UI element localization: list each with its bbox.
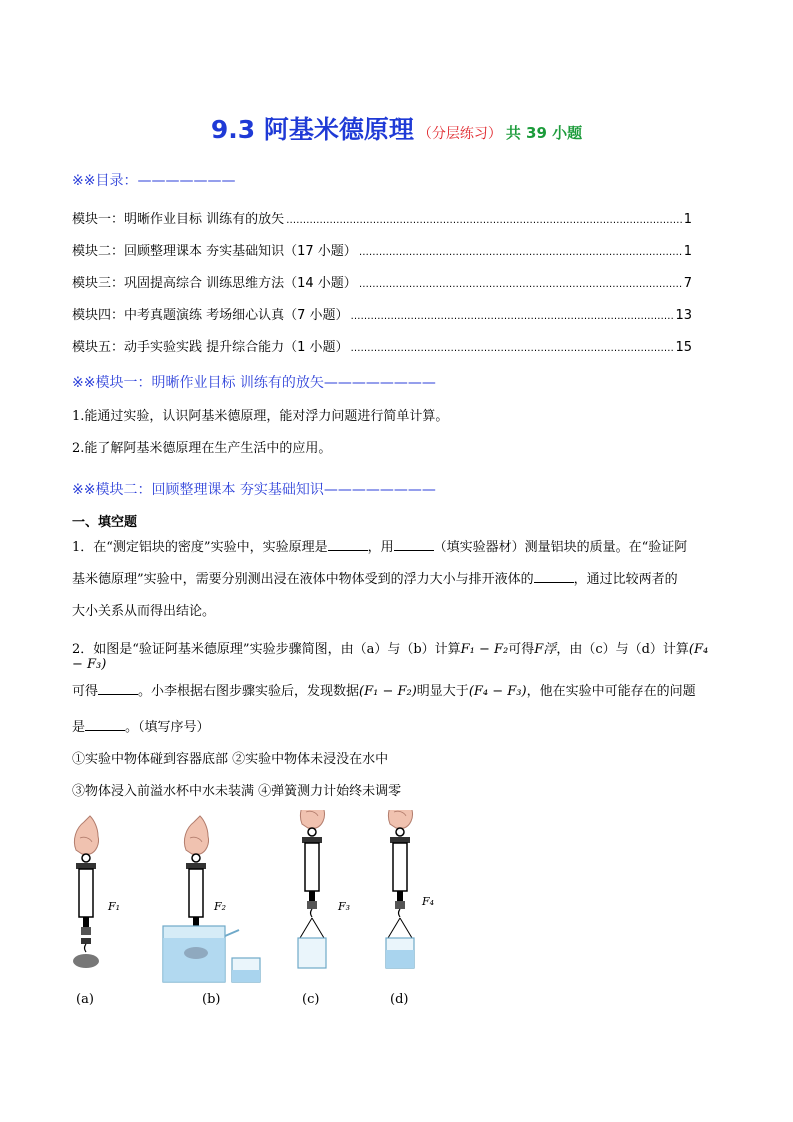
section-label: 一、填空题 bbox=[72, 515, 138, 530]
figure-label-a: (a) bbox=[76, 992, 94, 1007]
answer-blank[interactable] bbox=[328, 536, 368, 551]
setup-c bbox=[298, 810, 350, 1007]
goal-2: 2.能了解阿基米德原理在生产生活中的应用。 bbox=[72, 441, 332, 456]
question-2-options-1: ①实验中物体碰到容器底部 ②实验中物体未浸没在水中 bbox=[72, 752, 389, 767]
toc-item[interactable]: 模块一：明晰作业目标 训练有的放矢 …………………………………………………………………………………………………………………………………………… 1 bbox=[72, 208, 692, 227]
title-sub: （分层练习） bbox=[417, 126, 502, 142]
force-label-f3: F₃ bbox=[338, 900, 351, 913]
experiment-figure bbox=[60, 810, 460, 1015]
figure-label-b: (b) bbox=[202, 992, 221, 1007]
metal-block bbox=[73, 954, 99, 968]
answer-blank[interactable] bbox=[98, 680, 138, 695]
force-label-f2: F₂ bbox=[214, 900, 227, 913]
figure-label-c: (c) bbox=[302, 992, 320, 1007]
figure-label-d: (d) bbox=[390, 992, 409, 1007]
setup-d bbox=[386, 810, 434, 1007]
force-label-f4: F₄ bbox=[422, 895, 435, 908]
module1-heading: ※※模块一：明晰作业目标 训练有的放矢———————— bbox=[72, 375, 436, 391]
module2-heading: ※※模块二：回顾整理课本 夯实基础知识———————— bbox=[72, 482, 436, 498]
title-main: 9.3 阿基米德原理 bbox=[210, 115, 414, 144]
title-count: 共 39 小题 bbox=[505, 124, 583, 142]
toc-item[interactable]: 模块四：中考真题演练 考场细心认真（7 小题） …………………………………………………………………………………………………………………………………………… 13 bbox=[72, 304, 692, 323]
goal-1: 1.能通过实验，认识阿基米德原理，能对浮力问题进行简单计算。 bbox=[72, 409, 449, 424]
question-2-line-1: 2．如图是“验证阿基米德原理”实验步骤简图，由（a）与（b）计算F₁ − F₂可得F浮，由（c）与（d）计算(F₄ − F₃) bbox=[72, 642, 709, 672]
question-1-line-3: 大小关系从而得出结论。 bbox=[72, 604, 216, 619]
force-label-f1: F₁ bbox=[108, 900, 121, 913]
question-2-line-2: 可得 。小李根据右图步骤实验后，发现数据(F₁ − F₂)明显大于(F₄ − F₃)，他在实验中可能存在的问题 bbox=[72, 680, 722, 699]
toc-item[interactable]: 模块二：回顾整理课本 夯实基础知识（17 小题） …………………………………………………………………………………………………………………………………………… 1 bbox=[72, 240, 692, 259]
toc-heading: ※※目录：——————— bbox=[72, 173, 236, 189]
setup-a bbox=[73, 816, 120, 1007]
answer-blank[interactable] bbox=[85, 716, 125, 731]
page-title bbox=[0, 110, 793, 146]
setup-b bbox=[163, 816, 260, 1007]
question-2-line-3: 是 。（填写序号） bbox=[72, 716, 722, 735]
answer-blank[interactable] bbox=[394, 536, 434, 551]
question-2-options-2: ③物体浸入前溢水杯中水未装满 ④弹簧测力计始终未调零 bbox=[72, 784, 402, 799]
question-1-line-2: 基米德原理”实验中，需要分别测出浸在液体中物体受到的浮力大小与排开液体的 ，通过比较两者的 bbox=[72, 568, 722, 587]
toc-item[interactable]: 模块三：巩固提高综合 训练思维方法（14 小题） …………………………………………………………………………………………………………………………………………… 7 bbox=[72, 272, 692, 291]
answer-blank[interactable] bbox=[534, 568, 574, 583]
question-1-line-1: 1．在“测定铝块的密度”实验中，实验原理是 ，用 （填实验器材）测量铝块的质量。在“验证阿 bbox=[72, 536, 722, 555]
toc-item[interactable]: 模块五：动手实验实践 提升综合能力（1 小题） …………………………………………………………………………………………………………………………………………… 15 bbox=[72, 336, 692, 355]
